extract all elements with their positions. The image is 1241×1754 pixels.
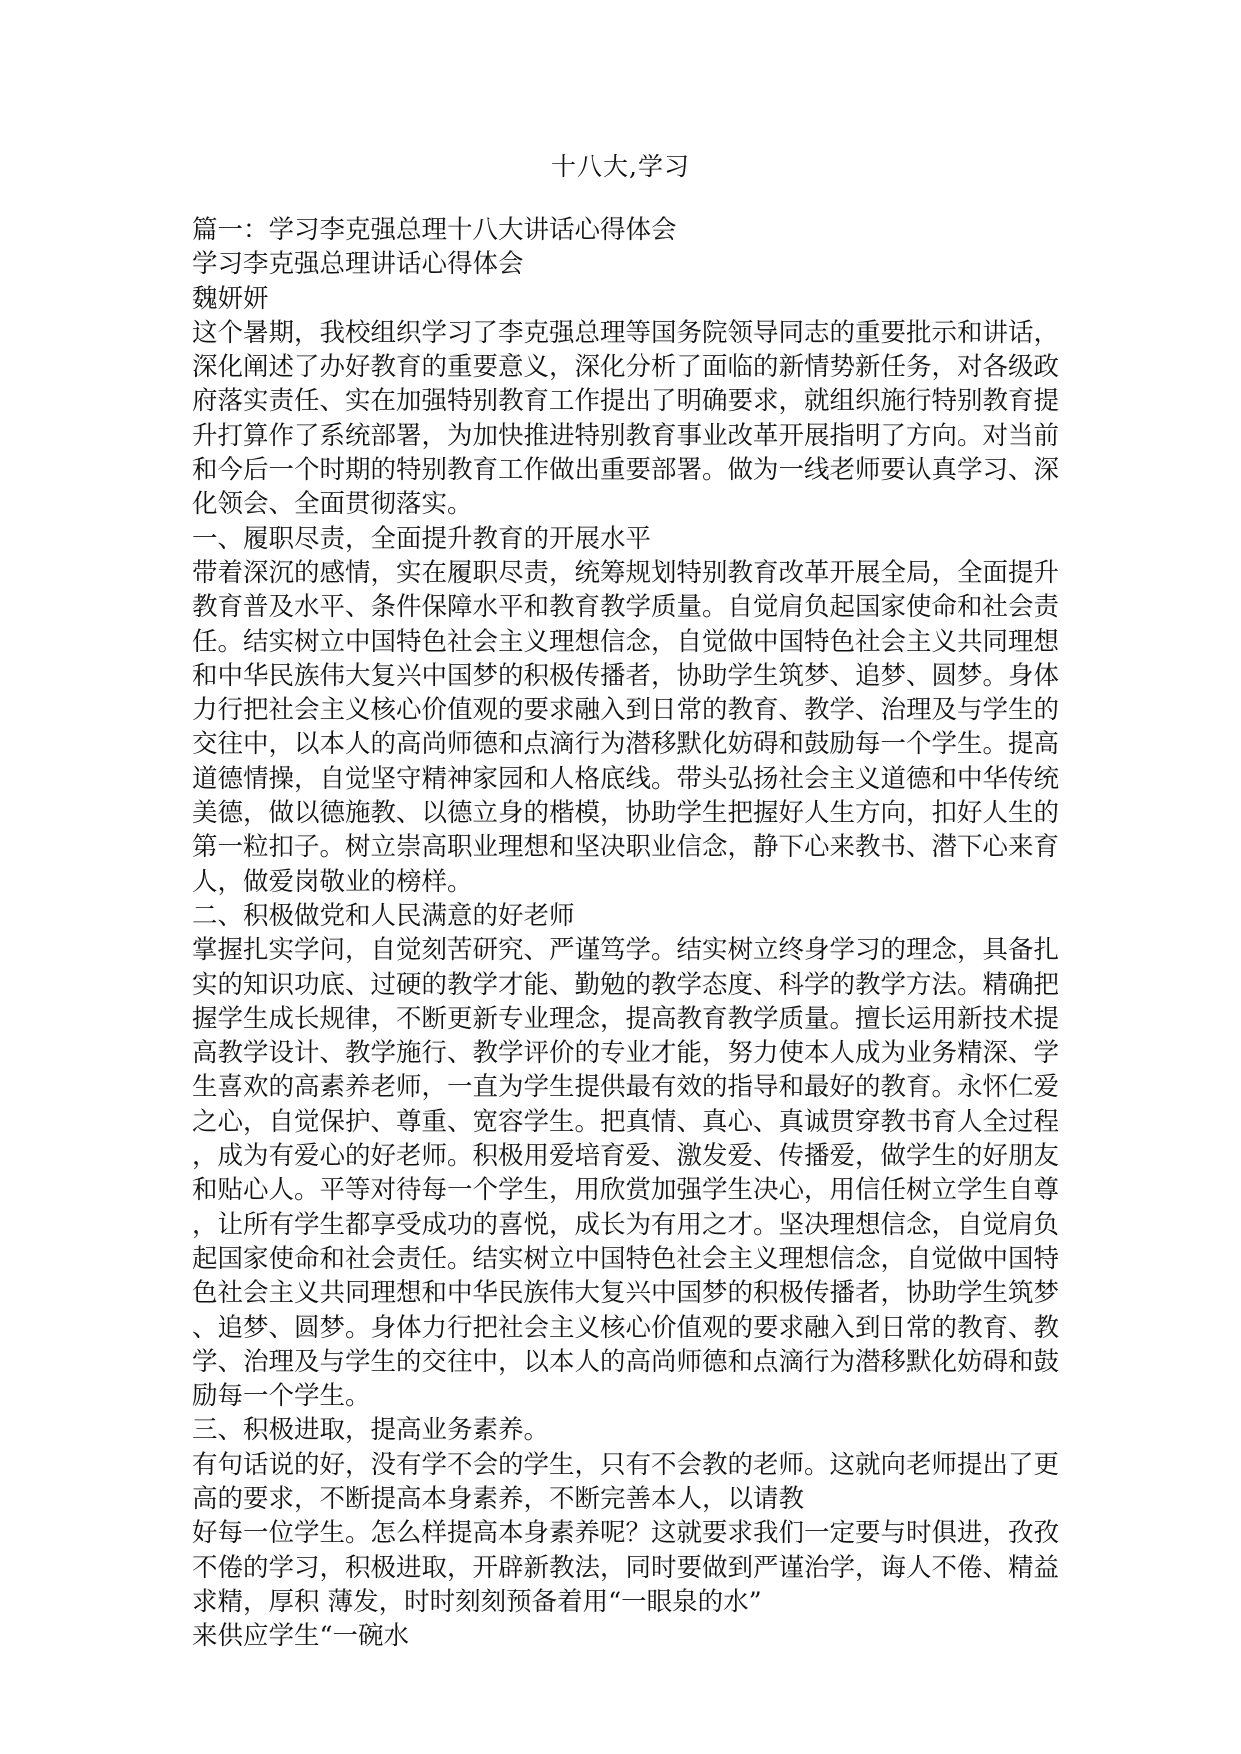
text-line: 生喜欢的高素养老师，一直为学生提供最有效的指导和最好的教育。永怀仁爱 xyxy=(192,1072,1060,1103)
text-line: 交往中，以本人的高尚师德和点滴行为潜移默化妨碍和鼓励每一个学生。提高 xyxy=(192,729,1060,760)
text-line: 这个暑期，我校组织学习了李克强总理等国务院领导同志的重要批示和讲话， xyxy=(192,317,1060,348)
text-line: 美德，做以德施教、以德立身的楷模，协助学生把握好人生方向，扣好人生的 xyxy=(192,798,1060,829)
text-line: 府落实责任、实在加强特别教育工作提出了明确要求，就组织施行特别教育提 xyxy=(192,386,1060,417)
text-line: 不倦的学习，积极进取，开辟新教法，同时要做到严谨治学，诲人不倦、精益 xyxy=(192,1552,1060,1583)
text-line: 学习李克强总理讲话心得体会 xyxy=(192,249,524,280)
text-line: 魏妍妍 xyxy=(192,283,269,314)
text-line: 起国家使命和社会责任。结实树立中国特色社会主义理想信念，自觉做中国特 xyxy=(192,1243,1060,1274)
text-line: 任。结实树立中国特色社会主义理想信念，自觉做中国特色社会主义共同理想 xyxy=(192,626,1060,657)
text-line: ，成为有爱心的好老师。积极用爱培育爱、激发爱、传播爱，做学生的好朋友 xyxy=(192,1141,1060,1172)
text-line: 带着深沉的感情，实在履职尽责，统筹规划特别教育改革开展全局，全面提升 xyxy=(192,557,1060,588)
text-line: 求精，厚积 薄发，时时刻刻预备着用“一眼泉的水” xyxy=(192,1586,762,1617)
text-line: 和今后一个时期的特别教育工作做出重要部署。做为一线老师要认真学习、深 xyxy=(192,455,1060,486)
text-line: 二、积极做党和人民满意的好老师 xyxy=(192,900,575,931)
text-line: 篇一：学习李克强总理十八大讲话心得体会 xyxy=(192,215,677,245)
text-line: 高的要求，不断提高本身素养，不断完善本人，以请教 xyxy=(192,1483,805,1514)
text-line: 和贴心人。平等对待每一个学生，用欣赏加强学生决心，用信任树立学生自尊 xyxy=(192,1175,1060,1206)
text-line: 深化阐述了办好教育的重要意义，深化分析了面临的新情势新任务，对各级政 xyxy=(192,352,1060,383)
document-title: 十八大,学习 xyxy=(551,152,690,181)
text-line: 化领会、全面贯彻落实。 xyxy=(192,489,473,520)
text-line: 和中华民族伟大复兴中国梦的积极传播者，协助学生筑梦、追梦、圆梦。身体 xyxy=(192,660,1060,691)
text-line: 第一粒扣子。树立崇高职业理想和坚决职业信念，静下心来教书、潜下心来育 xyxy=(192,832,1060,863)
text-line: 励每一个学生。 xyxy=(192,1381,371,1412)
text-line: 一、履职尽责，全面提升教育的开展水平 xyxy=(192,523,652,554)
text-line: 教育普及水平、条件保障水平和教育教学质量。自觉肩负起国家使命和社会责 xyxy=(192,592,1060,623)
text-line: 升打算作了系统部署，为加快推进特别教育事业改革开展指明了方向。对当前 xyxy=(192,420,1060,451)
document-body xyxy=(192,213,1072,1653)
text-line: 色社会主义共同理想和中华民族伟大复兴中国梦的积极传播者，协助学生筑梦 xyxy=(192,1278,1060,1309)
text-line: 学、治理及与学生的交往中，以本人的高尚师德和点滴行为潜移默化妨碍和鼓 xyxy=(192,1346,1060,1377)
text-line: 道德情操，自觉坚守精神家园和人格底线。带头弘扬社会主义道德和中华传统 xyxy=(192,763,1060,794)
text-line: ，让所有学生都享受成功的喜悦，成长为有用之才。坚决理想信念，自觉肩负 xyxy=(192,1209,1060,1240)
text-line: 有句话说的好，没有学不会的学生，只有不会教的老师。这就向老师提出了更 xyxy=(192,1449,1060,1480)
text-line: 力行把社会主义核心价值观的要求融入到日常的教育、教学、治理及与学生的 xyxy=(192,695,1060,726)
text-line: 、追梦、圆梦。身体力行把社会主义核心价值观的要求融入到日常的教育、教 xyxy=(192,1312,1060,1343)
text-line: 高教学设计、教学施行、教学评价的专业才能，努力使本人成为业务精深、学 xyxy=(192,1038,1060,1069)
text-line: 掌握扎实学问，自觉刻苦研究、严谨笃学。结实树立终身学习的理念，具备扎 xyxy=(192,935,1060,966)
text-line: 来供应学生“一碗水 xyxy=(192,1621,410,1652)
text-line: 人，做爱岗敬业的榜样。 xyxy=(192,866,473,897)
text-line: 之心，自觉保护、尊重、宽容学生。把真情、真心、真诚贯穿教书育人全过程 xyxy=(192,1106,1060,1137)
text-line: 好每一位学生。怎么样提高本身素养呢？这就要求我们一定要与时俱进，孜孜 xyxy=(192,1518,1060,1549)
text-line: 三、积极进取，提高业务素养。 xyxy=(192,1415,550,1446)
text-line: 实的知识功底、过硬的教学才能、勤勉的教学态度、科学的教学方法。精确把 xyxy=(192,969,1060,1000)
text-line: 握学生成长规律，不断更新专业理念，提高教育教学质量。擅长运用新技术提 xyxy=(192,1003,1060,1034)
